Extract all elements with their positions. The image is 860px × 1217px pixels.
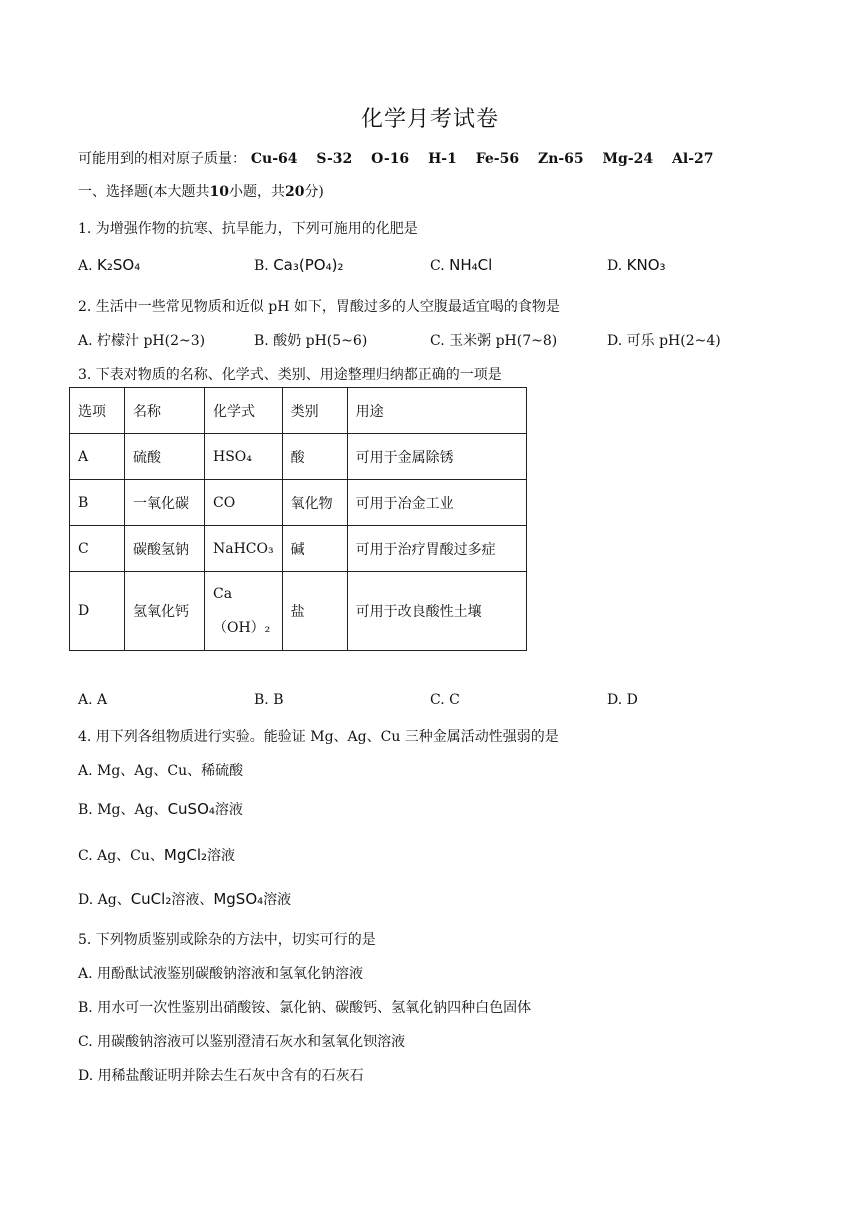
table-cell: NaHCO₃: [205, 526, 283, 572]
q2-stem: 2. 生活中一些常见物质和近似 pH 如下，胃酸过多的人空腹最适宜喝的食物是: [78, 299, 560, 315]
atomic-masses-label: 可能用到的相对原子质量：: [78, 151, 246, 167]
table-header-cell: 用途: [347, 388, 526, 434]
q5-option-c: C. 用碳酸钠溶液可以鉴别澄清石灰水和氢氧化钡溶液: [78, 1034, 406, 1050]
option-tail: 溶液、: [171, 892, 214, 908]
section-mid: 小题，共: [228, 184, 285, 200]
table-cell: A: [70, 434, 125, 480]
table-cell: C: [70, 526, 125, 572]
option-formula: K₂SO₄: [97, 256, 141, 274]
table-header-cell: 类别: [282, 388, 347, 434]
option-formula: Ca₃(PO₄)₂: [273, 256, 344, 274]
atomic-mass-item: Mg-24: [602, 151, 654, 167]
q1-option-b: [254, 256, 343, 274]
table-header-row: [70, 388, 527, 434]
exam-title: 化学月考试卷: [360, 107, 499, 132]
option-letter: A.: [78, 258, 93, 274]
section-count: 10: [209, 184, 229, 200]
option-formula: MgSO₄: [213, 890, 264, 908]
option-formula: CuSO₄: [167, 800, 215, 818]
q4-option-d: [78, 889, 291, 909]
table-cell: 碳酸氢钠: [125, 526, 205, 572]
section-heading: [78, 181, 324, 201]
q4-stem: 4. 用下列各组物质进行实验。能验证 Mg、Ag、Cu 三种金属活动性强弱的是: [78, 729, 559, 745]
table-row: [70, 434, 527, 480]
table-cell: B: [70, 480, 125, 526]
q4-option-a: [78, 760, 243, 780]
table-cell: 氢氧化钙: [125, 572, 205, 651]
table-cell: 可用于治疗胃酸过多症: [347, 526, 526, 572]
table-cell: 一氧化碳: [125, 480, 205, 526]
section-score: 20: [284, 184, 305, 200]
q1-option-d: [607, 256, 666, 274]
q3-stem: 3. 下表对物质的名称、化学式、类别、用途整理归纳都正确的一项是: [78, 367, 502, 383]
table-cell: Ca（OH）₂: [205, 572, 283, 651]
q3-option-b: B. B: [254, 692, 284, 708]
q5-option-a: A. 用酚酞试液鉴别碳酸钠溶液和氢氧化钠溶液: [78, 966, 364, 982]
atomic-mass-item: Zn-65: [537, 151, 584, 167]
q3-option-a: A. A: [78, 692, 108, 708]
option-formula: KNO₃: [626, 256, 666, 274]
option-letter: C.: [430, 258, 445, 274]
table-cell: 氧化物: [282, 480, 347, 526]
table-cell: 碱: [282, 526, 347, 572]
atomic-masses-line: [78, 148, 714, 168]
table-cell: HSO₄: [205, 434, 283, 480]
table-header-cell: 选项: [70, 388, 125, 434]
q2-option-d: D. 可乐 pH(2~4): [607, 333, 721, 349]
table-cell: 可用于改良酸性土壤: [347, 572, 526, 651]
q1-stem: 1. 为增强作物的抗寒、抗旱能力，下列可施用的化肥是: [78, 221, 418, 237]
q4-option-c: [78, 845, 235, 865]
q2-option-a: A. 柠檬汁 pH(2~3): [78, 333, 206, 349]
q1-option-c: [430, 256, 492, 274]
option-tail: 溶液: [214, 802, 243, 818]
q5-option-d: D. 用稀盐酸证明并除去生石灰中含有的石灰石: [78, 1068, 364, 1084]
option-formula: CuCl₂: [130, 890, 172, 908]
table-row: [70, 480, 527, 526]
table-cell: D: [70, 572, 125, 651]
atomic-mass-item: Fe-56: [475, 151, 520, 167]
atomic-mass-item: Al-27: [672, 151, 714, 167]
q1-option-a: [78, 256, 140, 274]
q2-option-b: B. 酸奶 pH(5~6): [254, 333, 368, 349]
option-formula: NH₄Cl: [449, 256, 493, 274]
table-row: [70, 526, 527, 572]
section-prefix: 一、选择题(本大题共: [78, 184, 210, 200]
option-letter: B.: [254, 258, 269, 274]
table-cell: 盐: [282, 572, 347, 651]
option-text: D. Ag、: [78, 892, 131, 908]
q3-table: [69, 387, 527, 651]
atomic-mass-item: H-1: [428, 151, 457, 167]
q3-option-c: C. C: [430, 692, 460, 708]
option-formula: MgCl₂: [163, 846, 208, 864]
option-tail: 溶液: [207, 848, 236, 864]
table-cell: 酸: [282, 434, 347, 480]
atomic-mass-item: Cu-64: [250, 151, 298, 167]
q5-stem: 5. 下列物质鉴别或除杂的方法中，切实可行的是: [78, 932, 376, 948]
table-header-cell: 化学式: [205, 388, 283, 434]
option-tail: 溶液: [263, 892, 292, 908]
table-cell: 可用于金属除锈: [347, 434, 526, 480]
option-letter: D.: [607, 258, 623, 274]
table-row: [70, 572, 527, 651]
section-suffix: 分): [304, 184, 324, 200]
q4-option-b: [78, 799, 243, 819]
table-cell: 硫酸: [125, 434, 205, 480]
option-text: C. Ag、Cu、: [78, 848, 164, 864]
q2-option-c: C. 玉米粥 pH(7~8): [430, 333, 558, 349]
option-text: B. Mg、Ag、: [78, 802, 168, 818]
atomic-mass-item: S-32: [316, 151, 353, 167]
q3-option-d: D. D: [607, 692, 638, 708]
table-cell: 可用于冶金工业: [347, 480, 526, 526]
table-cell: CO: [205, 480, 283, 526]
option-text: A. Mg、Ag、Cu、稀硫酸: [78, 763, 244, 779]
atomic-mass-item: O-16: [371, 151, 410, 167]
q5-option-b: B. 用水可一次性鉴别出硝酸铵、氯化钠、碳酸钙、氢氧化钠四种白色固体: [78, 1000, 532, 1016]
table-header-cell: 名称: [125, 388, 205, 434]
